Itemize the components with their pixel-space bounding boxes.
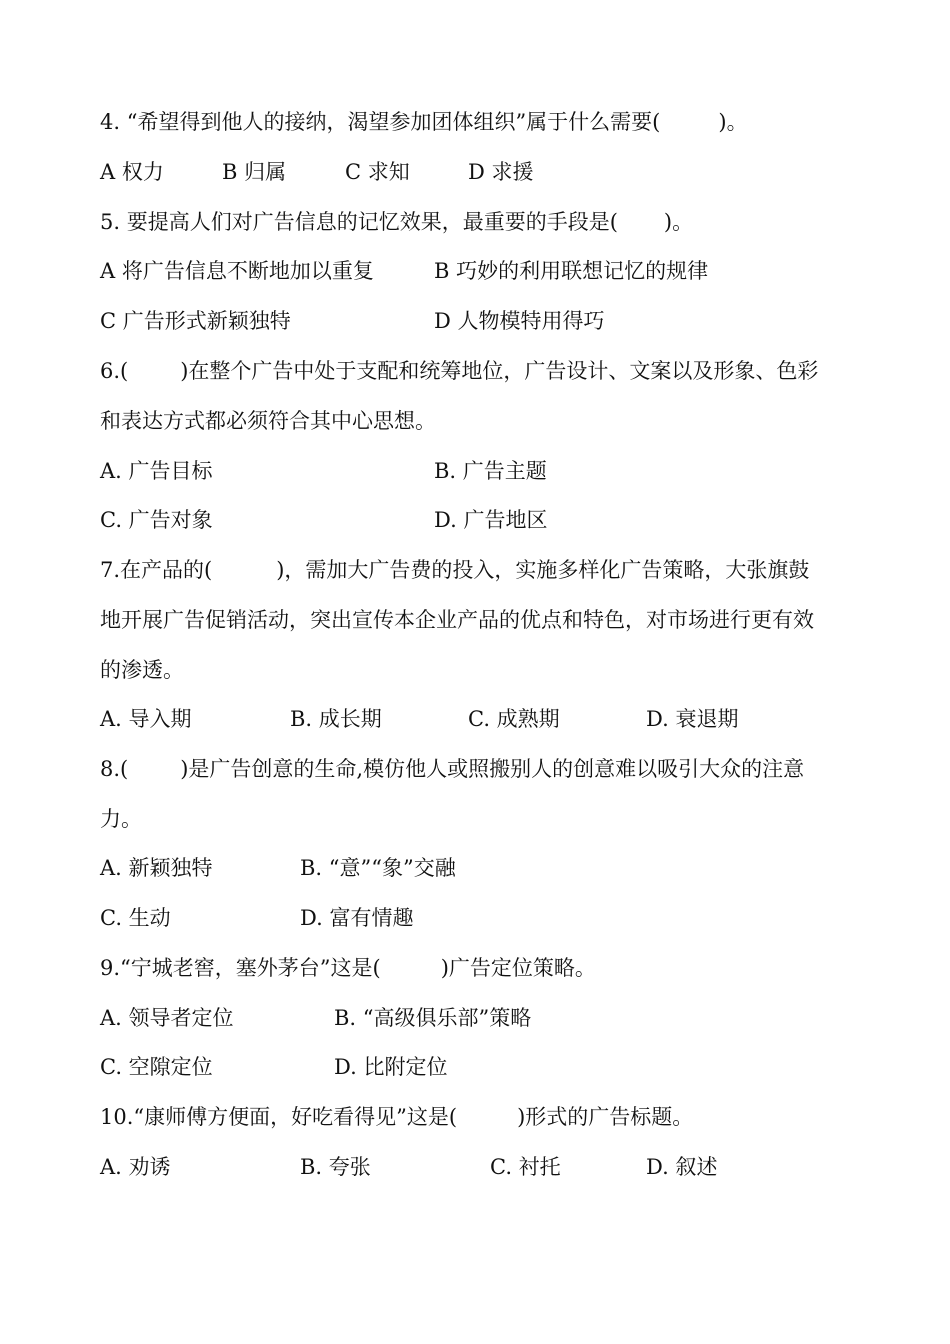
option-d: D. 衰退期 <box>646 707 739 731</box>
question-9-options-row2 <box>100 1052 865 1082</box>
question-10-stem: 10.“康师傅方便面，好吃看得见”这是( )形式的广告标题。 <box>100 1105 694 1129</box>
option-a: A 权力 <box>100 160 164 184</box>
option-a: A. 新颖独特 <box>100 856 213 880</box>
question-10-options <box>100 1152 865 1182</box>
question-4-stem: 4. “希望得到他人的接纳，渴望参加团体组织”属于什么需要( )。 <box>100 110 748 134</box>
question-7-stem-cont: 的渗透。 <box>100 658 184 682</box>
option-a: A. 导入期 <box>100 707 192 731</box>
question-6-options-row1 <box>100 456 865 486</box>
question-5-stem: 5. 要提高人们对广告信息的记忆效果，最重要的手段是( )。 <box>100 210 694 234</box>
option-c: C. 成熟期 <box>468 707 560 731</box>
question-9-stem: 9.“宁城老窖，塞外茅台”这是( )广告定位策略。 <box>100 956 596 980</box>
option-d: D. 比附定位 <box>334 1055 448 1079</box>
question-4-options <box>100 157 865 187</box>
question-5-options-row2 <box>100 306 865 336</box>
question-6-stem-cont: 和表达方式都必须符合其中心思想。 <box>100 409 436 433</box>
question-8-stem-cont: 力。 <box>100 807 142 831</box>
option-c: C. 空隙定位 <box>100 1055 213 1079</box>
question-6-options-row2 <box>100 505 865 535</box>
question-8-stem: 8.( )是广告创意的生命,模仿他人或照搬别人的创意难以吸引大众的注意 <box>100 757 805 781</box>
question-9-options-row1 <box>100 1003 865 1033</box>
option-d: D 求援 <box>468 160 534 184</box>
option-b: B. 夸张 <box>300 1155 371 1179</box>
option-d: D 人物模特用得巧 <box>434 309 605 333</box>
question-5-options-row1 <box>100 256 865 286</box>
option-d: D. 广告地区 <box>434 508 548 532</box>
option-a: A 将广告信息不断地加以重复 <box>100 259 374 283</box>
question-7-stem-cont: 地开展广告促销活动，突出宣传本企业产品的优点和特色，对市场进行更有效 <box>100 608 814 632</box>
option-c: C 求知 <box>345 160 410 184</box>
option-c: C. 衬托 <box>490 1155 561 1179</box>
option-a: A. 领导者定位 <box>100 1006 234 1030</box>
option-b: B 巧妙的利用联想记忆的规律 <box>434 259 709 283</box>
question-7-options <box>100 704 865 734</box>
option-c: C. 广告对象 <box>100 508 213 532</box>
option-a: A. 劝诱 <box>100 1155 171 1179</box>
question-6-stem: 6.( )在整个广告中处于支配和统筹地位，广告设计、文案以及形象、色彩 <box>100 359 819 383</box>
question-7-stem: 7.在产品的( )，需加大广告费的投入，实施多样化广告策略，大张旗鼓 <box>100 558 810 582</box>
question-8-options-row2 <box>100 903 865 933</box>
option-a: A. 广告目标 <box>100 459 213 483</box>
option-c: C. 生动 <box>100 906 171 930</box>
option-d: D. 富有情趣 <box>300 906 414 930</box>
option-b: B. “意”“象”交融 <box>300 856 456 880</box>
option-b: B. 广告主题 <box>434 459 547 483</box>
option-d: D. 叙述 <box>646 1155 718 1179</box>
option-b: B. 成长期 <box>290 707 382 731</box>
option-b: B 归属 <box>222 160 287 184</box>
option-b: B. “高级俱乐部”策略 <box>334 1006 532 1030</box>
question-8-options-row1 <box>100 853 865 883</box>
option-c: C 广告形式新颖独特 <box>100 309 291 333</box>
